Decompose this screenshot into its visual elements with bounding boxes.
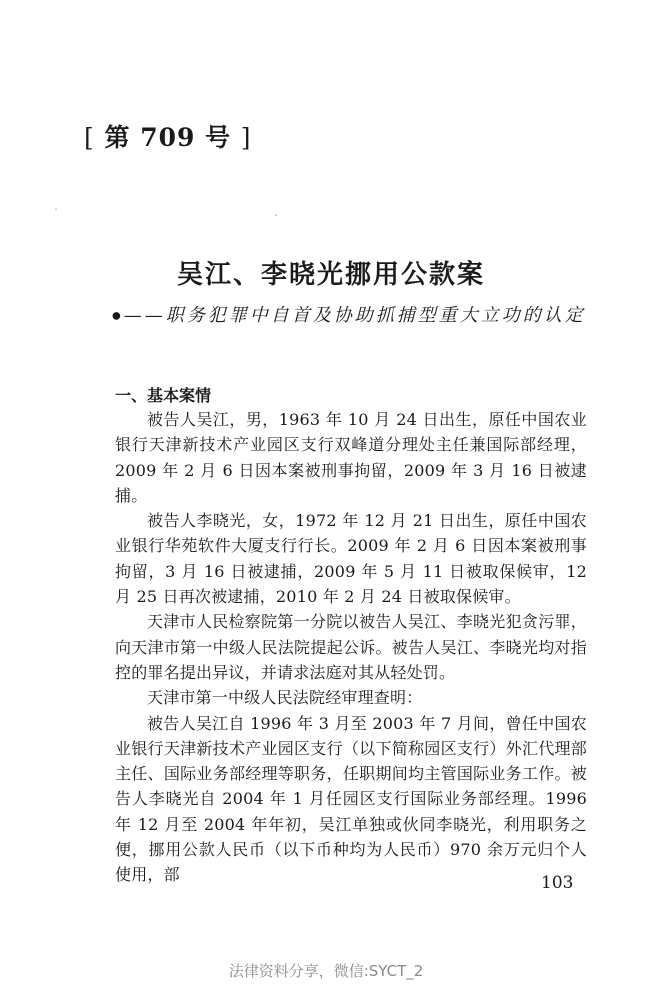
case-subtitle — [112, 301, 586, 327]
section-heading: 一、基本案情 — [115, 386, 212, 405]
bullet-dot-icon: ● — [112, 310, 124, 322]
paragraph: 天津市人民检察院第一分院以被告人吴江、李晓光犯贪污罪，向天津市第一中级人民法院提起公诉。被告人吴江、李晓光均对指控的罪名提出异议，并请求法庭对其从轻处罚。 — [115, 612, 587, 682]
scan-speck — [55, 208, 57, 210]
body-text — [115, 407, 587, 888]
case-title: 吴江、李晓光挪用公款案 — [176, 260, 485, 290]
paragraph: 天津市第一中级人民法院经审理查明： — [147, 688, 423, 708]
paragraph: 被告人吴江，男，1963 年 10 月 24 日出生，原任中国农业银行天津新技术产业园区支行双峰道分理处主任兼国际部经理，2009 年 2 月 6 日因本案被刑事拘留，2009 年 3 月 16 日被逮捕。 — [115, 410, 587, 505]
bracket-close: ] — [240, 123, 252, 152]
paragraph: 被告人李晓光，女，1972 年 12 月 21 日出生，原任中国农业银行华苑软件大厦支行行长。2009 年 2 月 6 日因本案被刑事拘留，3 月 16 日被逮捕，2009 年 5 月 11 日被取保候审，12 月 25 日再次被逮捕，2010 年 2 月 24 日被取保候审。 — [115, 511, 587, 607]
subtitle-text: ——职务犯罪中自首及协助抓捕型重大立功的认定 — [123, 305, 586, 326]
case-number-text: 第 709 号 — [104, 123, 232, 152]
watermark-text: 法律资料分享，微信:SYCT_2 — [228, 962, 424, 980]
bracket-open: [ — [84, 123, 95, 152]
page-number: 103 — [541, 873, 574, 893]
case-number — [84, 118, 252, 154]
scan-speck — [275, 214, 277, 216]
paragraph: 被告人吴江自 1996 年 3 月至 2003 年 7 月间，曾任中国农业银行天津新技术产业园区支行（以下简称园区支行）外汇代理部主任、国际业务部经理等职务，任职期间均主管国际业务工作。被告人李晓光自 2004 年 1 月任园区支行国际业务部经理。1996 年 12 月至 2004 年年初，吴江单独或伙同李晓光，利用职务之便，挪用公款人民币（以下币种均为人民币）970 余万元归个人使用，部 — [115, 713, 587, 885]
